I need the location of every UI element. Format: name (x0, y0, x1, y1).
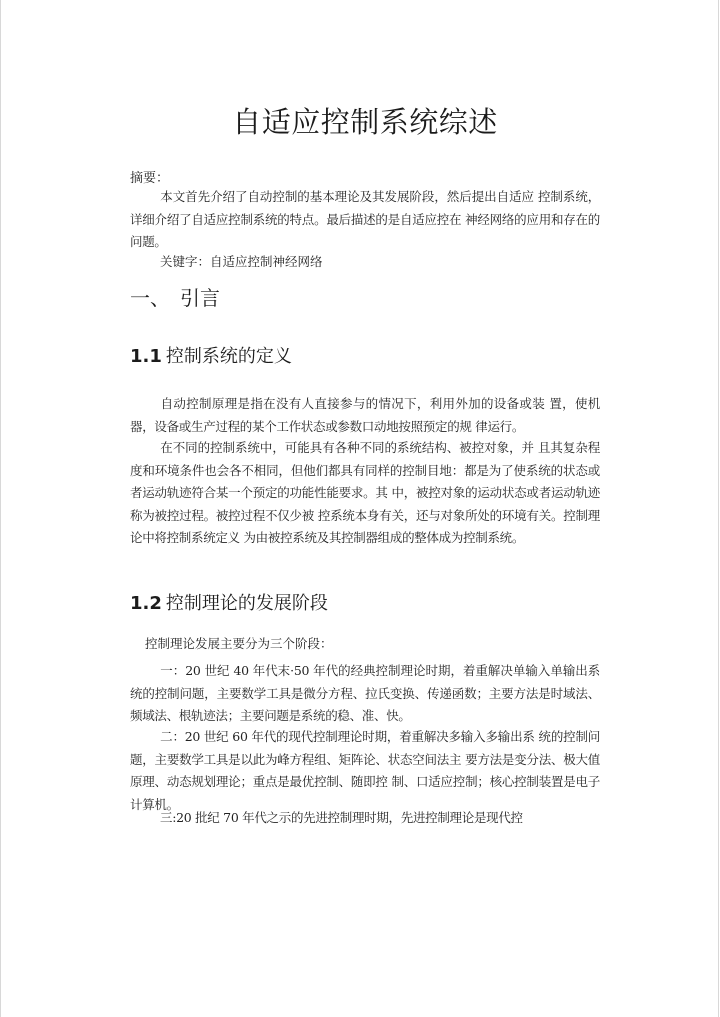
abstract-text: 本文首先介绍了自动控制的基本理论及其发展阶段，然后提出自适应 控制系统，详细介绍了自适应控制系统的特点。最后描述的是自适应控在 神经网络的应用和存在的问题。 (130, 189, 600, 249)
subsection-title: 控制理论的发展阶段 (165, 593, 328, 614)
section-heading-intro (130, 282, 220, 311)
development-stage-2 (130, 726, 600, 816)
abstract-label: 摘要： (130, 171, 170, 186)
page-left-edge (0, 0, 1, 1017)
paragraph-text: 自动控制原理是指在没有人直接参与的情况下，利用外加的设备或装 置，使机器，设备或生产过程的某个工作状态或参数口动地按照预定的规 律运行。 (130, 396, 600, 434)
development-stage-3: 三:20 批纪 70 年代之示的先进控制理时期，先进控制理论是现代控 (160, 810, 523, 825)
paragraph-text: 在不同的控制系统中，可能具有各种不同的系统结构、被控对象，并 且其复杂程度和环境条件也会各不相同，但他们都具有同样的控制目地：都是为了使系统的状态或者运动轨迹符合某一个预定的功能性能要求。其 中，被控对象的运动状态或者运动轨迹称为被控过程。被控过程不仅少被 控系统本身有关，还与对象所处的环境有关。控制理论中将控制系统定义 为由被控系统及其控制器组成的整体成为控制系统。 (130, 440, 600, 545)
paragraph-text: 二：20 世纪 60 年代的现代控制理论时期，着重解决多输入多输出系 统的控制问题，主要数学工具是以此为峰方程组、矩阵论、状态空间法主 要方法是变分法、极大值原理、动态规划理论；重点是最优控制、随即控 制、口适应控制；核心控制装置是电子计算机。 (130, 729, 600, 812)
section-number: 一、 (130, 286, 170, 310)
definition-paragraph-1 (130, 393, 600, 438)
subsection-number: 1.2 (130, 593, 162, 614)
page-right-edge (718, 0, 719, 1017)
development-intro: 控制理论发展主要分为三个阶段： (145, 636, 333, 651)
subsection-heading-development (130, 589, 328, 615)
development-stage-1 (130, 660, 600, 728)
definition-paragraph-2 (130, 437, 600, 550)
subsection-title: 控制系统的定义 (165, 346, 292, 367)
abstract-paragraph (130, 186, 600, 254)
section-title: 引言 (180, 286, 220, 310)
paragraph-text: 一：20 世纪 40 年代末·50 年代的经典控制理论时期，着重解决单输入单输出系统的控制问题，主要数学工具是微分方程、拉氏变换、传递函数；主要方法是时域法、频域法、根轨迹法；主要问题是系统的稳、准、快。 (130, 663, 600, 723)
document-title: 自适应控制系统综述 (232, 105, 498, 139)
subsection-heading-definition (130, 342, 292, 368)
keywords-line: 关键字：自适应控制神经网络 (160, 254, 323, 269)
subsection-number: 1.1 (130, 346, 162, 367)
